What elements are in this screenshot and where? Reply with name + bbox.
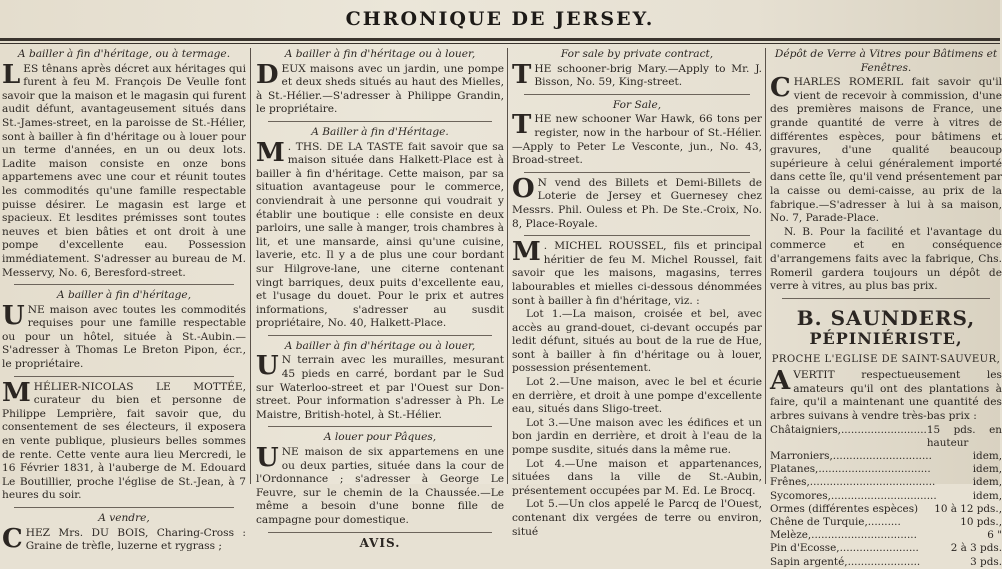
drop-cap: T (512, 110, 532, 141)
drop-cap: T (512, 59, 532, 90)
advert-text: HARLES ROMERIL fait savoir qu'il vient de recevoir à commission, d'une des premières maisons de France, une grande quantité de verre à vitres de différentes espèces, pour bâtimens et gravures, d'une qualité beaucoup supérieure à celui généralement importé dans cette île, qu'il vend présentement par la caisse ou demi-caisse, au prix de la fabrique.—S'adresser à lui à sa maison, No. 7, Parade-Place. (770, 76, 1002, 225)
price-item: Chêne de Turquie,.......... (770, 516, 901, 529)
advert-separator (524, 235, 750, 236)
price-row (770, 476, 1002, 489)
price-item: Châtaigniers,.......................... (770, 423, 927, 436)
drop-cap: U (2, 300, 25, 331)
price-item: Pin d'Ecosse,........................ (770, 542, 919, 555)
drop-cap: M (2, 377, 31, 408)
advert-separator (14, 507, 234, 508)
column-3 (512, 48, 762, 538)
lot-4: Lot 4.—Une maison et appartenances, situées dans la ville de St.-Aubin, présentement occupées par M. Ed. Le Brocq. (512, 457, 762, 497)
advert-separator (268, 335, 492, 336)
advert-le-maistre (256, 340, 504, 423)
price-row (770, 556, 1002, 569)
lot-2: Lot 2.—Une maison, avec le bel et écurie en derrière, et droit à une pompe d'excellente eau, situés dans Sligo-treet. (512, 376, 762, 416)
advert-de-veulle (2, 48, 246, 280)
price-item: Sycomores,................................ (770, 489, 937, 502)
advert-text: N terrain avec les murailles, mesurant 45 pieds en carré, bordant par le Sud sur Waterloo-street et par l'Ouest sur Don-street. Pour information s'adresser à Ph. Le Maistre, British-hotel, à St.-Hélier. (256, 354, 504, 421)
price-row (770, 490, 1002, 503)
price-row (770, 450, 1002, 463)
advert-st-aubin (2, 289, 246, 372)
advert-separator (14, 284, 234, 285)
address-line: PROCHE L'EGLISE DE SAINT-SAUVEUR, (771, 353, 1001, 365)
advert-text: . MICHEL ROUSSEL, fils et principal héritier de feu M. Michel Roussel, fait savoir que les maisons, magasins, terres labourables et mielles ci-dessous dénommées sont à bailler à fin d'héritage, viz. : (512, 240, 762, 307)
price-value: 10 à 12 pds., (934, 502, 1002, 515)
advert-separator (268, 121, 492, 122)
column-1 (2, 48, 246, 554)
drop-cap: M (256, 137, 285, 168)
advert-text: HEZ Mrs. DU BOIS, Charing-Cross : Graine de trèfle, luzerne et rygrass ; (25, 526, 246, 553)
advert-separator (524, 172, 750, 173)
advert-le-mottee (2, 377, 246, 503)
advert-romeril (770, 48, 1002, 294)
price-item: Platanes,.................................. (770, 463, 931, 476)
price-value: 6 " (987, 529, 1002, 542)
price-row (770, 529, 1002, 542)
advert-text: EUX maisons avec un jardin, une pompe et deux sheds situés au haut des Mielles, à St.-Hélier.—S'adresser à Philippe Grandin, le propriétaire. (256, 62, 504, 116)
advert-le-feuvre (256, 431, 504, 527)
advert-saunders (770, 307, 1002, 569)
advert-title: Dépôt de Verre à Vitres pour Bâtimens et Fenêtres. (774, 48, 998, 74)
top-rule-thin (0, 43, 1000, 44)
advert-separator (14, 376, 234, 377)
column-divider (765, 48, 766, 484)
advert-war-hawk (512, 99, 762, 168)
advert-title: A Bailler à fin d'Héritage. (311, 125, 449, 138)
advert-title: A bailler à fin d'héritage, ou à termage. (17, 48, 231, 60)
advert-separator (268, 532, 492, 533)
advert-text: ES tênans après décret aux héritages qui furent à feu M. François De Veulle font savoir que la maison et le magasin qui furent audit défunt, avantageusement situés dans St.-James-street, en la paroisse de St.-Hélier, sont à bailler à fin d'héritage ou à louer pour un terme d'années, en un ou deux lots. Ladite maison consiste en onze bons appartemens avec une cour et réunit toutes les commodités qu'une famille respectable puisse désirer. Le magasin est large et spacieux. Et lesdites prémisses sont toutes neuves et bien bâties et ont droit à une pompe d'excellente eau. Possession immédiatement. S'adresser au bureau de M. Messervy, No. 6, Beresford-street. (2, 62, 246, 279)
drop-cap: U (256, 443, 279, 474)
advert-loterie (512, 173, 762, 231)
lot-1: Lot 1.—La maison, croisée et bel, avec accès au grand-douet, ci-devant occupés par ledit défunt, situés au bout de la rue de Hue, sont à bailler à fin d'héritage ou à louer, possession présentement. (512, 308, 762, 375)
price-value: idem, (972, 489, 1002, 502)
advert-du-bois (2, 512, 246, 554)
drop-cap: L (2, 59, 21, 90)
advert-title: For sale by private contract, (560, 48, 714, 60)
advert-schooner-mary (512, 48, 762, 90)
price-value: idem, (972, 450, 1002, 463)
price-row (770, 463, 1002, 476)
column-4 (770, 48, 1002, 568)
advert-separator (268, 426, 492, 427)
drop-cap: D (256, 59, 279, 90)
lot-5: Lot 5.—Un clos appelé le Parcq de l'Ouest, contenant dix vergées de terre ou environ, situé (512, 498, 762, 538)
lot-3: Lot 3.—Une maison avec les édifices et un bon jardin en derrière, et droit à l'eau de la pompe susdite, situés dans la même rue. (512, 416, 762, 457)
advert-roussel (512, 237, 762, 539)
drop-cap: O (512, 173, 535, 204)
price-value: 10 pds., (960, 516, 1002, 529)
advert-text: HÉLIER-NICOLAS LE MOTTÉE, curateur du bien et personne de Philippe Lemprière, fait savoir que, du consentement de ses électeurs, il exposera en vente publique, plusieurs belles sommes de rente. Cette vente aura lieu Mercredi, le 16 Février 1831, à l'auberge de M. Edouard Le Boutillier, proche l'église de St.-Jean, à 7 heures du soir. (2, 380, 246, 502)
price-value: 3 pds. (970, 555, 1002, 568)
drop-cap: U (256, 351, 279, 382)
advert-title: A louer pour Pâques, (323, 431, 437, 444)
nota-bene: N. B. Pour la facilité et l'avantage du commerce et en conséquence d'arrangemens faits avec la fabrique, Chs. Romeril gardera toujours un dépôt de verre à vitres, au plus bas prix. (770, 225, 1002, 293)
advert-title: A vendre, (98, 512, 150, 524)
drop-cap: A (770, 366, 791, 397)
advert-title: A bailler à fin d'héritage, (56, 289, 192, 302)
advert-text: N vend des Billets et Demi-Billets de Loterie de Jersey et Guernesey chez Messrs. Phil. Ouless et Ph. De Ste.-Croix, No. 8, Place-Royale. (512, 176, 762, 230)
advert-separator (782, 298, 990, 299)
column-2 (256, 48, 504, 550)
advert-text: VERTIT respectueusement les amateurs qu'il ont des plantations à faire, qu'il a maintenant une quantité des arbres suivans à vendre très-bas prix : (770, 369, 1002, 423)
price-row (770, 542, 1002, 555)
price-list (770, 424, 1002, 569)
advert-text: HE schooner-brig Mary.—Apply to Mr. J. Bisson, No. 59, King-street. (534, 62, 762, 89)
masthead: CHRONIQUE DE JERSEY. (345, 8, 655, 30)
advert-text: HE new schooner War Hawk, 66 tons per register, now in the harbour of St.-Hélier. —Apply to Peter Le Vesconte, jun., No. 43, Broad-street. (512, 113, 762, 167)
price-item: Frênes,...................................... (770, 476, 936, 489)
price-value: 2 à 3 pds. (950, 542, 1002, 555)
price-row (770, 424, 1002, 450)
price-row (770, 503, 1002, 516)
pepinieriste-heading: PÉPINIÉRISTE, (809, 328, 963, 348)
advert-grandin (256, 48, 504, 117)
advert-text: NE maison avec toutes les commodités requises pour une famille respectable ou pour un hôtel, située à St.-Aubin.—S'adresser à Thomas Le Breton Pipon, écr., le propriétaire. (2, 303, 246, 371)
avis-heading: AVIS. (359, 535, 401, 550)
price-item: Ormes (différentes espèces) (770, 502, 919, 515)
drop-cap: C (770, 73, 791, 104)
saunders-heading: B. SAUNDERS, (796, 305, 976, 330)
price-row (770, 516, 1002, 529)
price-item: Marroniers,.............................. (770, 450, 932, 463)
advert-title: For Sale, (612, 98, 662, 111)
advert-text: NE maison de six appartemens en une ou deux parties, située dans la cour de l'Ordonnance ; s'adresser à George Le Feuvre, sur le chemin de la Chaussée.—Le même a besoin d'une bonne fille de campagne pour domestique. (256, 446, 504, 526)
advert-title: A bailler à fin d'héritage ou à louer, (284, 339, 476, 352)
advert-separator (524, 94, 750, 95)
top-rule (0, 38, 1000, 41)
price-item: Melèze,................................ (770, 529, 917, 542)
column-divider (250, 48, 251, 484)
price-value: idem, (972, 463, 1002, 476)
advert-de-la-taste (256, 126, 504, 331)
price-value: 15 pds. en hauteur (926, 423, 1002, 449)
advert-text: . THS. DE LA TASTE fait savoir que sa maison située dans Halkett-Place est à bailler à fin d'héritage. Cette maison, par sa situation avantageuse pour le commerce, conviendrait à une personne qui voudrait y établir une boutique : elle consiste en deux parloirs, une salle à manger, trois chambres à lit, et une mansarde, ainsi qu'une cuisine, laverie, etc. Il y a de plus une cour bordant sur Hilgrove-lane, une citerne contenant vingt barriques, deux puits d'excellente eau, et l'usage du douet. Pour le prix et autres informations, s'adresser au susdit propriétaire, No. 40, Halkett-Place. (256, 140, 504, 330)
drop-cap: C (2, 523, 23, 554)
drop-cap: M (512, 237, 541, 268)
price-value: idem, (972, 476, 1002, 489)
column-divider (507, 48, 508, 484)
price-item: Sapin argenté,...................... (770, 555, 921, 568)
advert-title: A bailler à fin d'héritage ou à louer, (284, 48, 476, 60)
